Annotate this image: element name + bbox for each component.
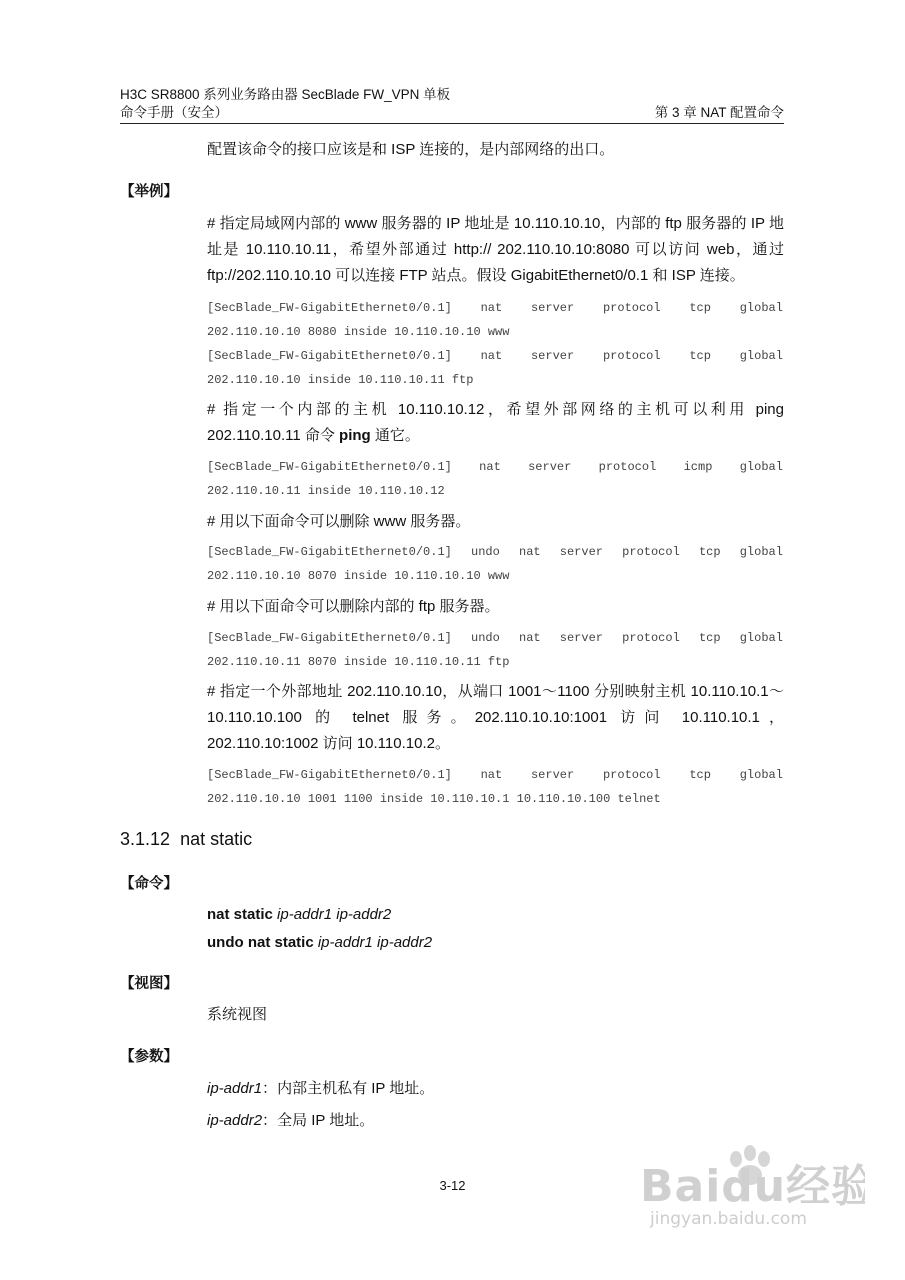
view-label: 【视图】	[120, 976, 178, 992]
desc-bold-command: ping	[339, 427, 371, 444]
code-line: 202.110.10.11 inside 10.110.10.12	[207, 484, 445, 498]
header-rule	[120, 123, 784, 124]
code-line: 202.110.10.10 1001 1100 inside 10.110.10.1 10.110.10.100 telnet	[207, 792, 661, 806]
code-line	[207, 763, 783, 787]
code-block-5	[207, 763, 783, 811]
code-token: tcp	[689, 349, 711, 363]
code-token: nat	[480, 301, 503, 315]
baidu-logo	[640, 1145, 865, 1218]
code-token: [SecBlade_FW-GigabitEthernet0/0.1]	[207, 768, 452, 782]
command-label: 【命令】	[120, 876, 178, 892]
code-token: server	[559, 631, 603, 645]
command-args: ip-addr1 ip-addr2	[277, 906, 392, 923]
code-token: tcp	[698, 631, 721, 645]
code-block-4	[207, 626, 783, 674]
code-token: protocol	[602, 301, 661, 315]
example-desc-5: # 指定一个外部地址 202.110.10.10，从端口 1001～1100 分别映射主机 10.110.10.1～10.110.10.100 的 telnet 服务。202.110.10.10:1001 访问 10.110.10.1，202.110.10:1002 访问 10.110.10.2。	[207, 683, 784, 752]
code-block-3	[207, 540, 783, 588]
code-token: [SecBlade_FW-GigabitEthernet0/0.1]	[207, 349, 452, 363]
page-number: 3-12	[439, 1178, 466, 1193]
param-name: ip-addr1	[207, 1080, 263, 1097]
code-line	[207, 344, 783, 368]
header-title: H3C SR8800 系列业务路由器 SecBlade FW_VPN 单板	[120, 87, 451, 102]
command-keyword: nat static	[207, 906, 273, 923]
code-token: undo	[471, 545, 500, 559]
section-heading	[120, 829, 252, 850]
example-label: 【举例】	[120, 184, 178, 200]
code-token: protocol	[598, 460, 657, 474]
desc-text: 通它。	[370, 427, 420, 444]
code-token: global	[739, 301, 783, 315]
code-line: 202.110.10.10 8080 inside 10.110.10.10 www	[207, 325, 510, 339]
code-token: [SecBlade_FW-GigabitEthernet0/0.1]	[207, 460, 452, 474]
command-args: ip-addr1 ip-addr2	[317, 934, 433, 951]
code-token: [SecBlade_FW-GigabitEthernet0/0.1]	[207, 545, 452, 559]
code-token: nat	[479, 460, 501, 474]
code-token: nat	[480, 768, 503, 782]
watermark-logo-text: Baidu经验	[640, 1161, 865, 1207]
command-syntax-2	[207, 930, 432, 956]
code-token: server	[530, 349, 575, 363]
param-desc: 全局 IP 地址。	[277, 1112, 375, 1129]
code-token: [SecBlade_FW-GigabitEthernet0/0.1]	[207, 631, 452, 645]
code-token: server	[530, 301, 575, 315]
view-text: 系统视图	[207, 1006, 268, 1023]
code-token: tcp	[689, 768, 711, 782]
code-token: nat	[480, 349, 503, 363]
code-token: server	[530, 768, 575, 782]
code-token: protocol	[622, 631, 680, 645]
code-line	[207, 296, 783, 320]
code-token: protocol	[602, 349, 661, 363]
code-token: icmp	[683, 460, 713, 474]
example-desc-3: # 用以下面命令可以删除 www 服务器。	[207, 513, 471, 530]
code-line	[207, 455, 783, 479]
param-item	[207, 1108, 374, 1134]
code-token: global	[739, 631, 783, 645]
code-token: tcp	[689, 301, 711, 315]
intro-text: 配置该命令的接口应该是和 ISP 连接的，是内部网络的出口。	[207, 141, 615, 158]
code-line: 202.110.10.11 8070 inside 10.110.10.11 ftp	[207, 655, 510, 669]
param-item	[207, 1076, 434, 1102]
code-token: nat	[519, 545, 541, 559]
code-token: protocol	[622, 545, 680, 559]
code-token: global	[739, 349, 783, 363]
param-sep: ：	[262, 1112, 278, 1129]
desc-text: # 指定一个内部的主机 10.110.10.12，希望外部网络的主机可以利用 ping 202.110.10.11 命令	[207, 401, 784, 444]
code-token: server	[528, 460, 572, 474]
code-token: global	[739, 460, 783, 474]
example-desc-2	[207, 397, 784, 449]
watermark-url: jingyan.baidu.com	[650, 1209, 807, 1229]
baidu-watermark	[640, 1145, 865, 1245]
code-token: [SecBlade_FW-GigabitEthernet0/0.1]	[207, 301, 452, 315]
code-line: 202.110.10.10 inside 10.110.10.11 ftp	[207, 373, 474, 387]
param-desc: 内部主机私有 IP 地址。	[277, 1080, 435, 1097]
code-token: global	[739, 545, 783, 559]
code-token: protocol	[602, 768, 661, 782]
example-desc-1: # 指定局域网内部的 www 服务器的 IP 地址是 10.110.10.10，内部的 ftp 服务器的 IP 地址是 10.110.10.11，希望外部通过 http:// 202.110.10.10:8080 可以访问 web，通过 ftp://202.110.10.10 可以连接 FTP 站点。假设 GigabitEthernet0/0.1 和 ISP 连接。	[207, 215, 784, 284]
code-block-1	[207, 296, 783, 392]
command-syntax-1	[207, 902, 391, 928]
header-manual: 命令手册（安全）	[120, 105, 228, 120]
param-name: ip-addr2	[207, 1112, 263, 1129]
code-token: server	[559, 545, 603, 559]
command-keyword: undo nat static	[207, 934, 314, 951]
param-sep: ：	[262, 1080, 278, 1097]
code-token: tcp	[698, 545, 721, 559]
params-label: 【参数】	[120, 1049, 178, 1065]
example-desc-4: # 用以下面命令可以删除内部的 ftp 服务器。	[207, 598, 500, 615]
code-token: undo	[471, 631, 500, 645]
code-line	[207, 626, 783, 650]
section-title: nat static	[180, 829, 253, 849]
code-token: nat	[519, 631, 541, 645]
code-block-2	[207, 455, 783, 503]
section-number: 3.1.12	[120, 829, 171, 849]
header-chapter: 第 3 章 NAT 配置命令	[654, 105, 784, 120]
code-line: 202.110.10.10 8070 inside 10.110.10.10 www	[207, 569, 510, 583]
code-line	[207, 540, 783, 564]
code-token: global	[739, 768, 783, 782]
paw-icon	[640, 1145, 865, 1207]
